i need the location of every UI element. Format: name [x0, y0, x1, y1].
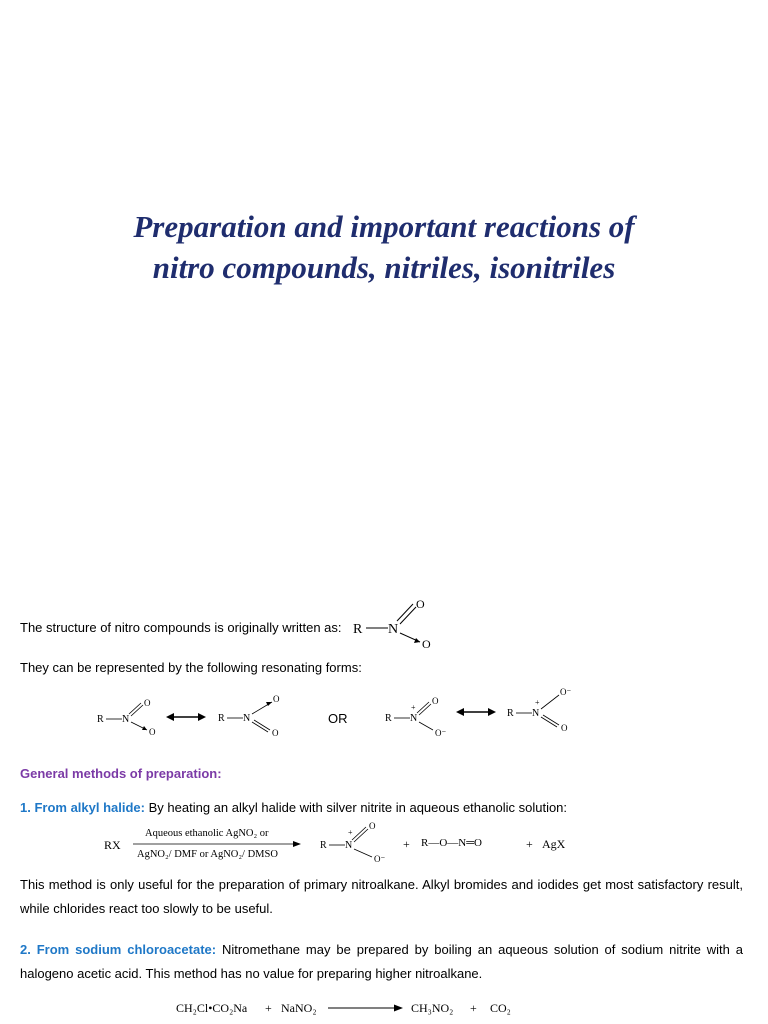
svg-text:R: R [320, 840, 327, 851]
intro-text: The structure of nitro compounds is originally written as: [20, 620, 342, 635]
condition-top: Aqueous ethanolic AgNO₂ or [145, 828, 269, 839]
method-2-text [20, 938, 743, 986]
method-2-label: 2. From sodium chloroacetate: [20, 942, 217, 957]
nitro-structure-original [350, 592, 450, 652]
title-line-1: Preparation and important reactions of [133, 209, 635, 244]
svg-text:O: O [272, 728, 279, 738]
svg-text:O: O [416, 597, 425, 611]
svg-text:R: R [385, 713, 392, 724]
method-1-note: This method is only useful for the preparation of primary nitroalkane. Alkyl bromides and iodides get most satisfactory result, while chlorides react too slowly to be useful. [20, 877, 743, 916]
page-title [0, 206, 768, 288]
nitroalkane-product [318, 815, 393, 865]
product-nitromethane: CH₃NO₂ [411, 1001, 454, 1015]
svg-text:O⁻: O⁻ [374, 854, 386, 864]
svg-text:O⁻: O⁻ [560, 687, 572, 697]
svg-text:N: N [243, 713, 251, 724]
svg-text:O: O [144, 698, 151, 708]
svg-text:N: N [388, 622, 399, 637]
svg-text:N: N [122, 714, 130, 725]
svg-text:O: O [432, 696, 439, 706]
resonance-form-2 [216, 690, 286, 740]
resonance-arrow-1 [166, 712, 206, 722]
svg-text:+: + [348, 828, 353, 837]
product-co2: CO₂ [490, 1001, 511, 1015]
svg-text:O⁻: O⁻ [435, 728, 447, 738]
svg-text:N: N [345, 840, 353, 851]
svg-text:+: + [411, 703, 416, 712]
or-label: OR [328, 711, 348, 726]
plus-sign-1: + [403, 837, 410, 851]
plus-sign-2: + [526, 837, 533, 851]
reaction-arrow-1 [133, 840, 303, 848]
svg-text:+: + [535, 698, 540, 707]
resonance-intro-text: They can be represented by the following resonating forms: [20, 660, 362, 675]
svg-text:O: O [422, 637, 431, 651]
resonance-arrow-2 [456, 707, 496, 717]
method-1-text: By heating an alkyl halide with silver nitrite in aqueous ethanolic solution: [145, 800, 568, 815]
method-1-label: 1. From alkyl halide: [20, 800, 145, 815]
reactant-sodium-nitrite: NaNO₂ [281, 1001, 317, 1015]
svg-text:O: O [561, 723, 568, 733]
svg-text:N: N [532, 708, 540, 719]
title-line-2: nitro compounds, nitriles, isonitriles [152, 250, 616, 285]
method-1-intro [20, 800, 567, 816]
plus-sign-4: + [470, 1001, 477, 1015]
resonance-form-3 [383, 690, 458, 740]
nitrite-side-product: R—O—N═O [421, 837, 482, 849]
section-heading: General methods of preparation: [20, 766, 222, 781]
svg-text:O: O [273, 694, 280, 704]
svg-text:N: N [410, 713, 418, 724]
reaction-arrow-2 [328, 1004, 404, 1012]
reactant-sodium-chloroacetate: CH₂Cl•CO₂Na [176, 1001, 248, 1015]
condition-bottom: AgNO₂/ DMF or AgNO₂/ DMSO [137, 849, 278, 860]
silver-halide: AgX [542, 837, 566, 851]
reactant-rx: RX [104, 838, 121, 852]
svg-text:O: O [369, 821, 376, 831]
method-2-description: Nitromethane may be prepared by boiling an aqueous solution of sodium nitrite with a halogeno acetic acid. This method has no value for preparing higher nitroalkane. [20, 942, 744, 981]
plus-sign-3: + [265, 1001, 272, 1015]
svg-text:R: R [97, 714, 104, 725]
svg-text:R: R [507, 708, 514, 719]
svg-text:R: R [218, 713, 225, 724]
svg-text:O: O [149, 727, 156, 737]
svg-text:R: R [353, 622, 363, 637]
resonance-form-1 [95, 695, 165, 740]
resonance-form-4 [505, 685, 580, 735]
